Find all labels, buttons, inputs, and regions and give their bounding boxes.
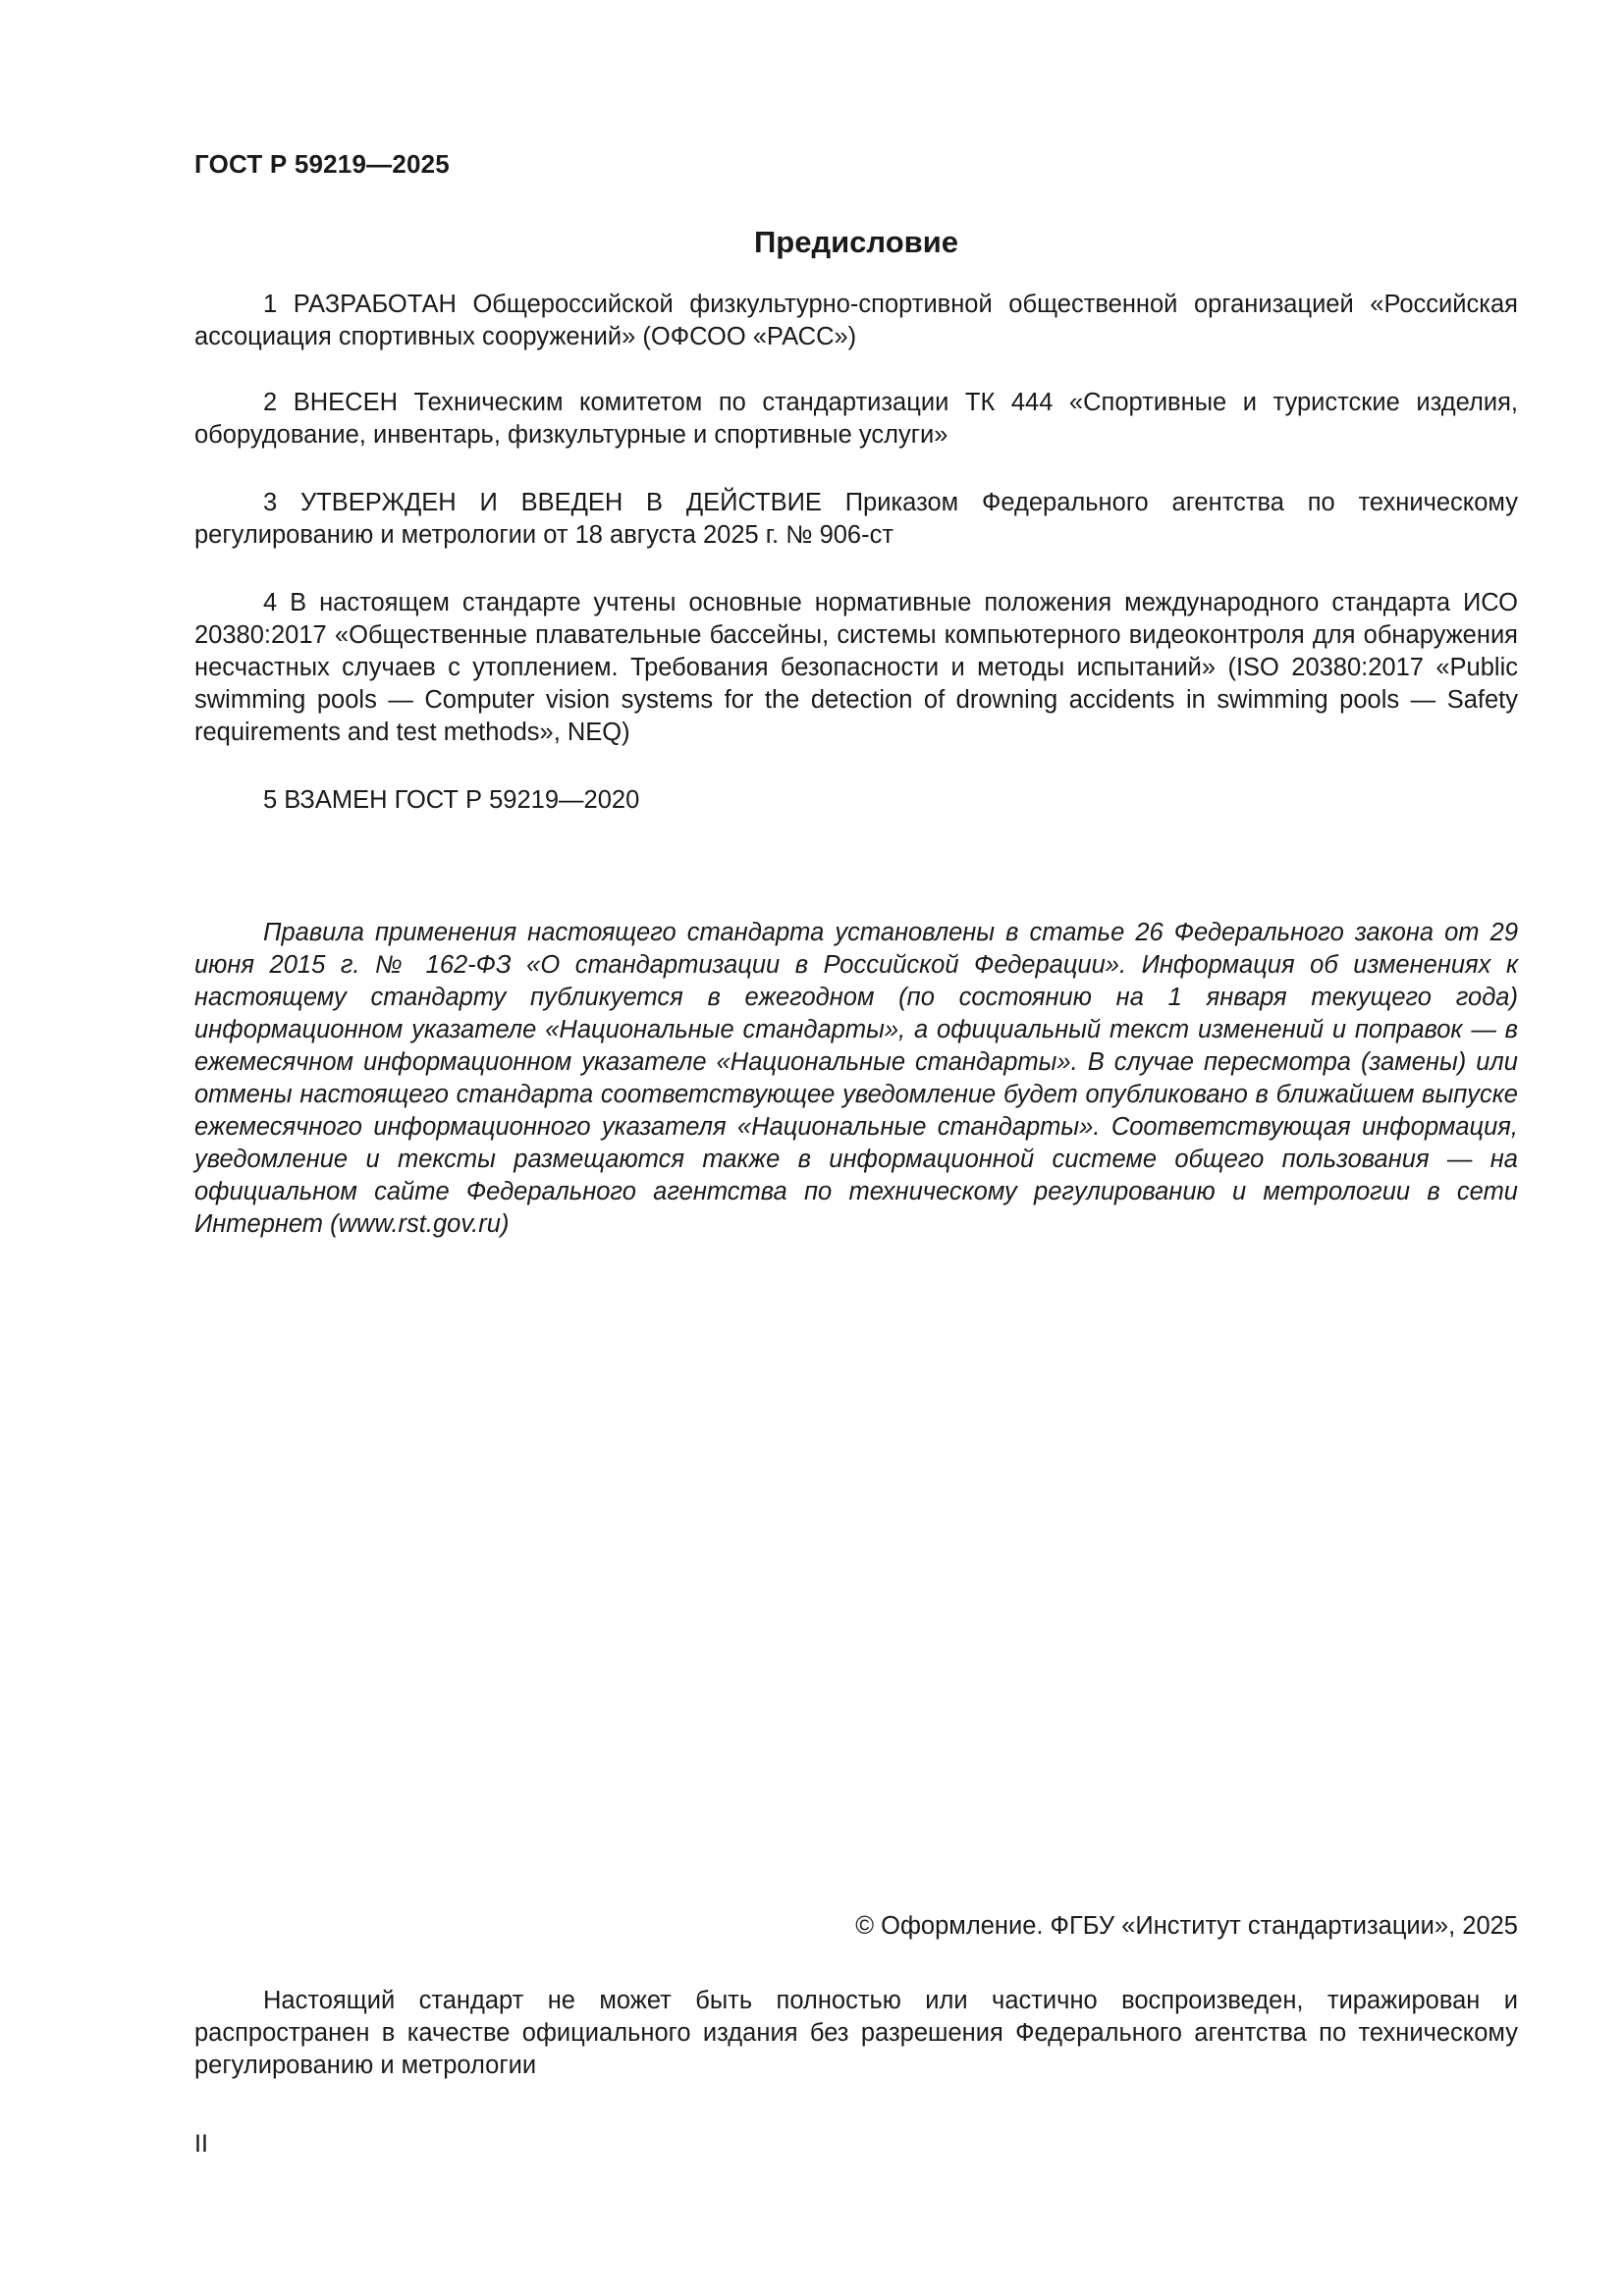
reproduction-notice: [194, 1985, 1518, 2082]
preface-item-1-text: 1 РАЗРАБОТАН Общероссийской физкультурно-спортивной общественной организацией «Российская ассоциация спортивных сооружений» (ОФСОО «РАСС»): [194, 291, 1518, 350]
preface-item-5: [194, 784, 1518, 817]
page-number: II: [194, 2130, 208, 2158]
document-code: ГОСТ Р 59219—2025: [194, 149, 450, 179]
preface-item-5-text: 5 ВЗАМЕН ГОСТ Р 59219—2020: [263, 786, 640, 814]
preface-item-4-text: 4 В настоящем стандарте учтены основные нормативные положения международного стандарта ИСО 20380:2017 «Общественные плавательные бассейны, системы компьютерного видеоконтроля для обнаружения несчастных случаев с утоплением. Требования безопасности и методы испытаний» (ISO 20380:2017 «Public swimming pools — Computer vision systems for the detection of drowning accidents in swimming pools — Safety requirements and test methods», NEQ): [194, 589, 1518, 746]
preface-item-3: [194, 487, 1518, 552]
preface-item-4: [194, 587, 1518, 749]
rules-notice-text: Правила применения настоящего стандарта установлены в статье 26 Федерального закона от 29 июня 2015 г. № 162-ФЗ «О стандартизации в Российской Федерации». Информация об изменениях к настоящему стандарту публикуется в ежегодном (по состоянию на 1 января текущего года) информационном указателе «Национальные стандарты», а официальный текст изменений и поправок — в ежемесячном информационном указателе «Национальные стандарты». В случае пересмотра (замены) или отмены настоящего стандарта соответствующее уведомление будет опубликовано в ближайшем выпуске ежемесячного информационного указателя «Национальные стандарты». Соответствующая информация, уведомление и тексты размещаются также в информационной системе общего пользования — на официальном сайте Федерального агентства по техническому регулированию и метрологии в сети Интернет (www.rst.gov.ru): [194, 919, 1518, 1238]
preface-item-1: [194, 289, 1518, 353]
rules-notice: [194, 917, 1518, 1241]
preface-title: Предисловие: [753, 225, 958, 259]
copyright-line: © Оформление. ФГБУ «Институт стандартизации», 2025: [855, 1912, 1518, 1940]
preface-item-2: [194, 387, 1518, 452]
preface-item-3-text: 3 УТВЕРЖДЕН И ВВЕДЕН В ДЕЙСТВИЕ Приказом Федерального агентства по техническому регулированию и метрологии от 18 августа 2025 г. № 906-ст: [194, 489, 1518, 549]
reproduction-notice-text: Настоящий стандарт не может быть полностью или частично воспроизведен, тиражирован и распространен в качестве официального издания без разрешения Федерального агентства по техническому регулированию и метрологии: [194, 1987, 1518, 2079]
preface-item-2-text: 2 ВНЕСЕН Техническим комитетом по стандартизации ТК 444 «Спортивные и туристские изделия, оборудование, инвентарь, физкультурные и спортивные услуги»: [194, 389, 1518, 449]
